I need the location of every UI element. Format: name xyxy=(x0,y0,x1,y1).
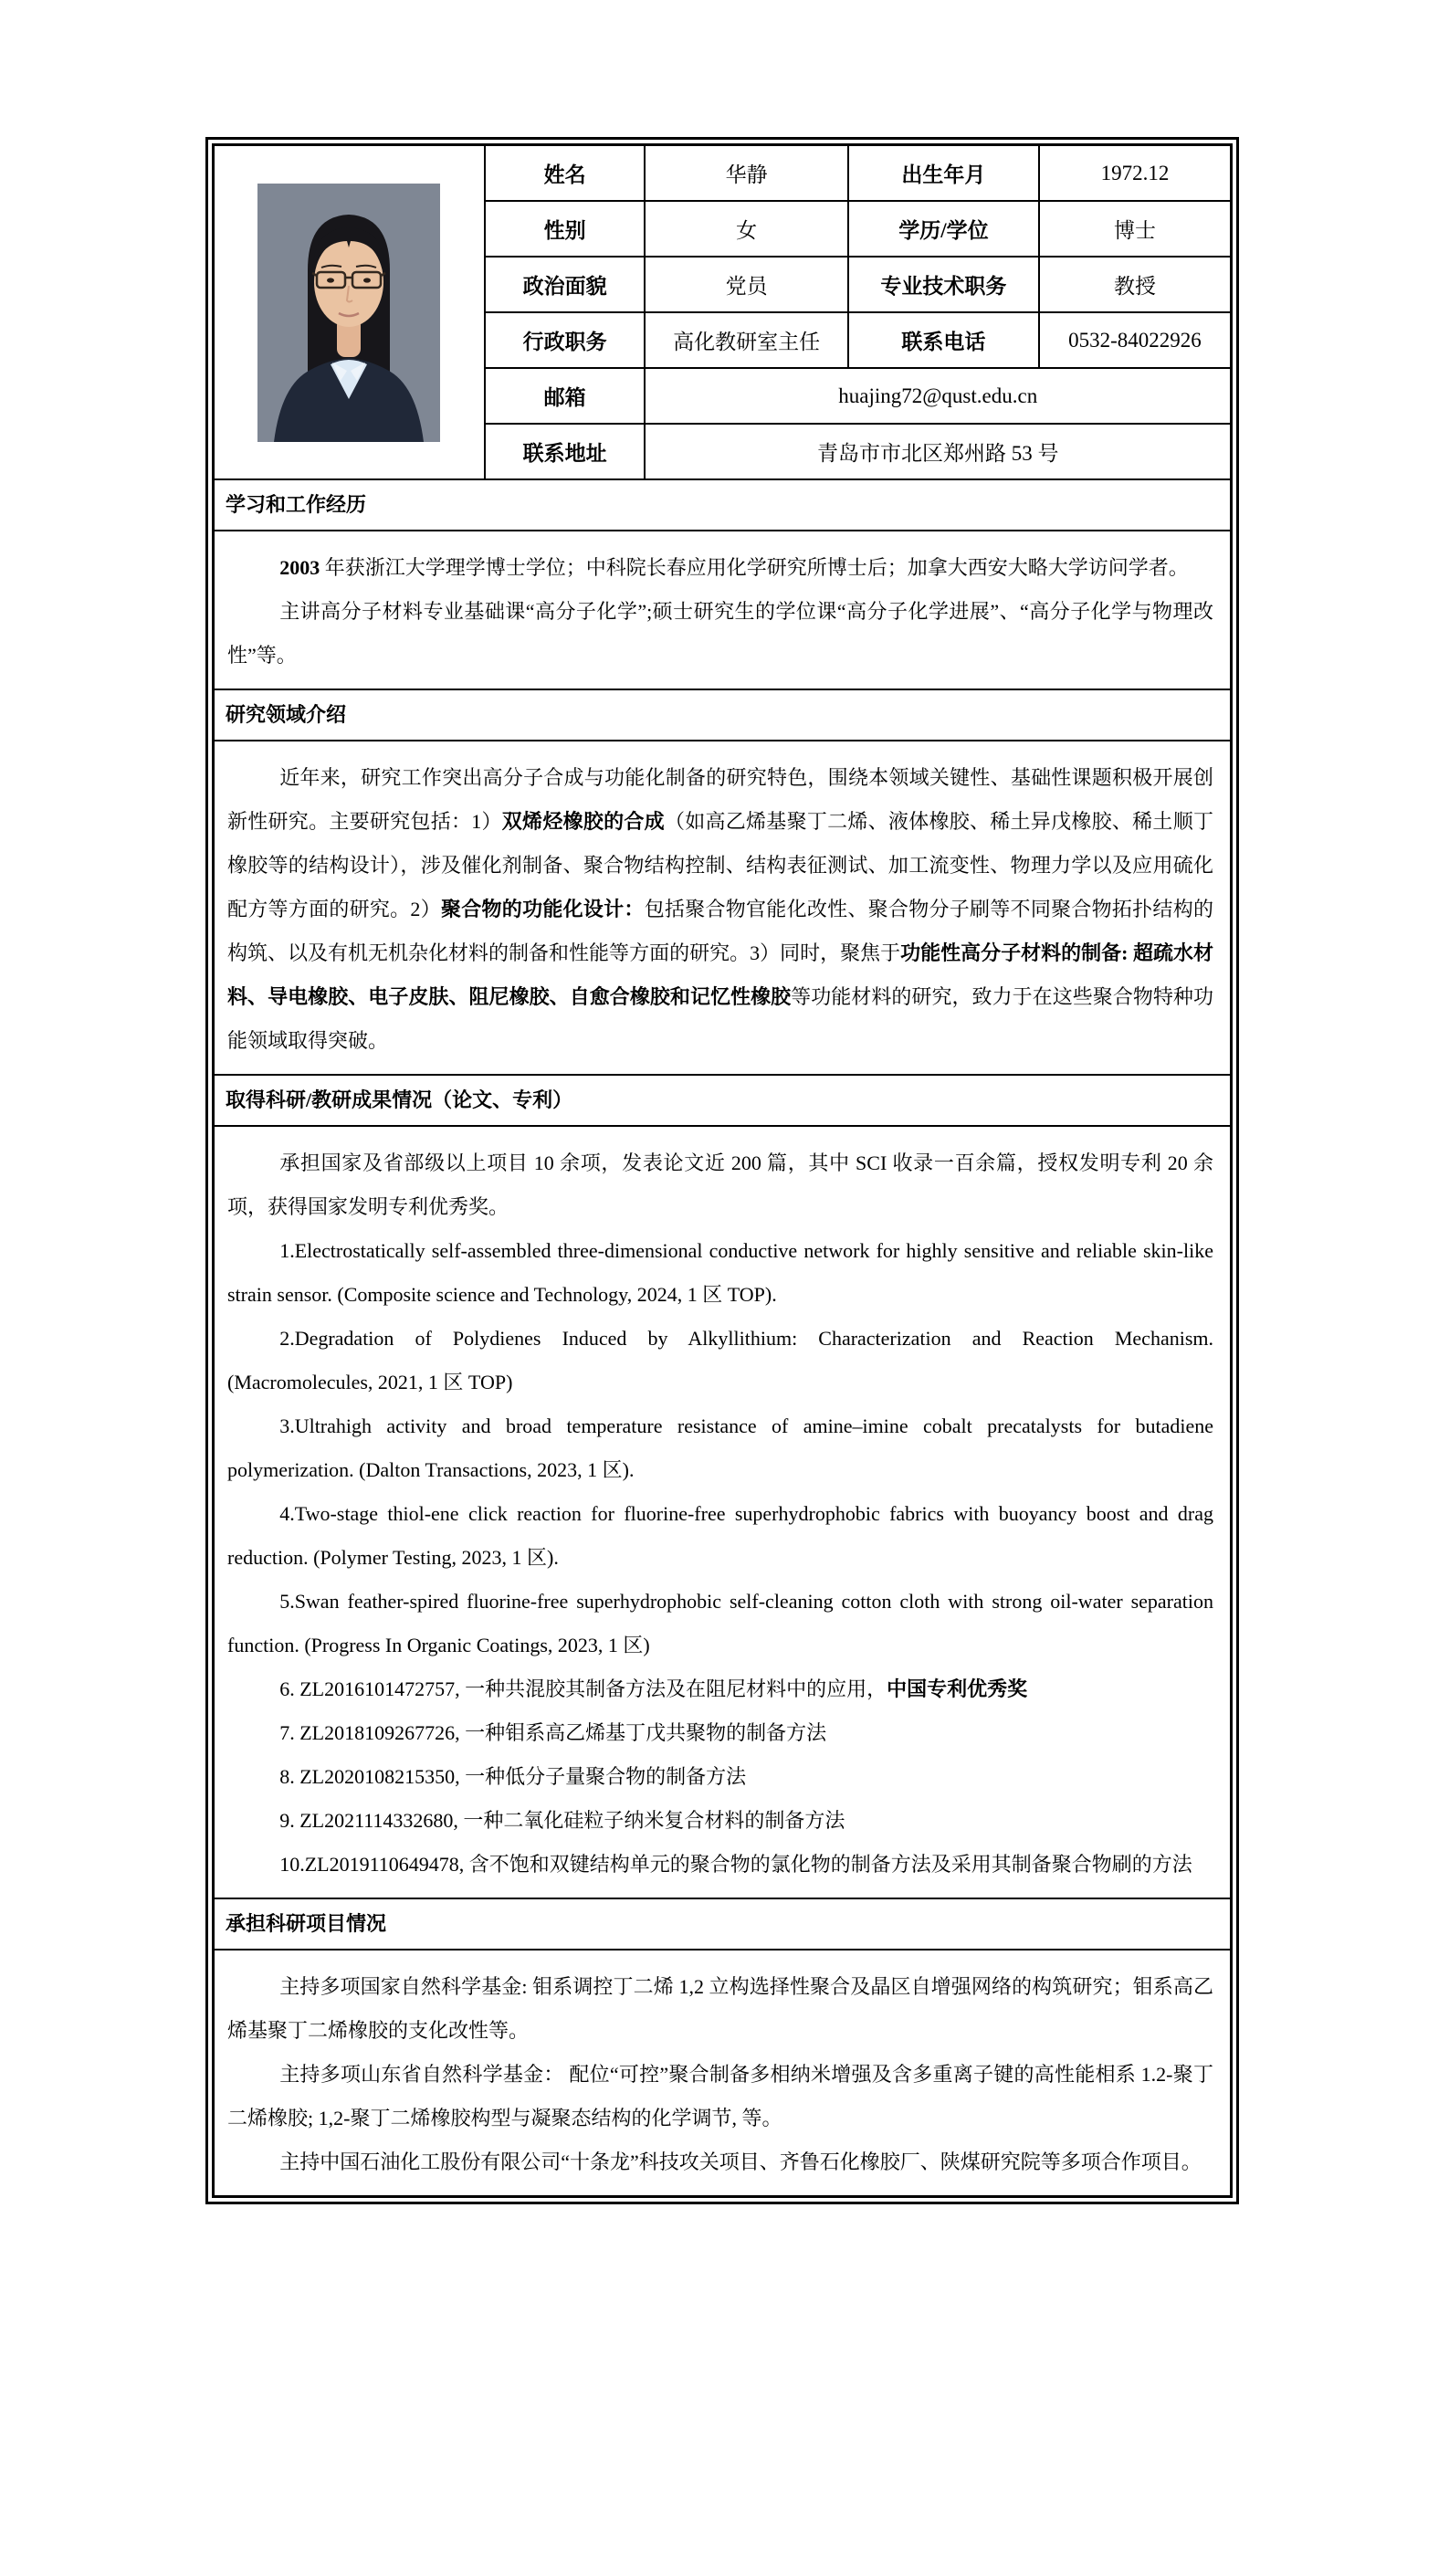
section-title-research-projects: 承担科研项目情况 xyxy=(215,1898,1230,1950)
email-value: huajing72@qust.edu.cn xyxy=(645,368,1230,424)
paragraph xyxy=(227,1580,1213,1667)
text-segment: 主讲高分子材料专业基础课“高分子化学”;硕士研究生的学位课“高分子化学进展”、“高分子化学与物理改性”等。 xyxy=(227,600,1213,667)
paragraph xyxy=(227,2140,1213,2184)
address-label: 联系地址 xyxy=(485,424,646,478)
paragraph xyxy=(227,546,1213,590)
paragraph xyxy=(227,1843,1213,1887)
text-segment: 5.Swan feather-spired fluorine-free superhydrophobic self-cleaning cotton cloth with strong oil-water separation function. (Progress In Organic Coatings, 2023, 1 区) xyxy=(227,1590,1213,1656)
paragraph xyxy=(227,1667,1213,1711)
text-segment: 近年来，研究工作突出高分子合成与功能化制备的研究特色，围绕本领域关键性、基础性课题积极开展创新性研究。主要研究包括：1） xyxy=(227,766,1213,833)
section-content-education-experience xyxy=(215,531,1230,689)
address-value: 青岛市市北区郑州路 53 号 xyxy=(645,424,1230,478)
paragraph xyxy=(227,1711,1213,1755)
paragraph xyxy=(227,1317,1213,1404)
text-segment: （如高乙烯基聚丁二烯、液体橡胶、稀土异戊橡胶、稀土顺丁橡胶等的结构设计），涉及催化剂制备、聚合物结构控制、结构表征测试、加工流变性、物理力学以及应用硫化配方等方面的研究。2） xyxy=(227,810,1213,920)
text-segment: 10.ZL2019110649478, 含不饱和双键结构单元的聚合物的氯化物的制备方法及采用其制备聚合物刷的方法 xyxy=(279,1853,1192,1876)
text-segment: 9. ZL2021114332680, 一种二氧化硅粒子纳米复合材料的制备方法 xyxy=(279,1809,845,1832)
profile-info-table xyxy=(215,146,1230,478)
text-segment: 8. ZL2020108215350, 一种低分子量聚合物的制备方法 xyxy=(279,1765,747,1788)
admin-post-value: 高化教研室主任 xyxy=(645,312,847,368)
professional-title-label: 专业技术职务 xyxy=(848,257,1039,312)
section-title-education-experience: 学习和工作经历 xyxy=(215,478,1230,531)
bold-text-segment: 功能性高分子材料的制备: 超疏水材料、导电橡胶、电子皮肤、阻尼橡胶、自愈合橡胶和记忆性橡胶 xyxy=(227,941,1214,1008)
text-segment: 1.Electrostatically self-assembled three-dimensional conductive network for highly sensitive and reliable skin-like strain sensor. (Composite science and Technology, 2024, 1 区 TOP). xyxy=(227,1239,1213,1306)
eye-right xyxy=(363,278,371,282)
paragraph xyxy=(227,2053,1213,2140)
degree-value: 博士 xyxy=(1039,201,1230,257)
paragraph xyxy=(227,1492,1213,1580)
admin-post-label: 行政职务 xyxy=(485,312,646,368)
bold-text-segment: 聚合物的功能化设计： xyxy=(440,898,645,920)
phone-value: 0532-84022926 xyxy=(1039,312,1230,368)
text-segment: 7. ZL2018109267726, 一种钼系高乙烯基丁戊共聚物的制备方法 xyxy=(279,1721,827,1744)
bold-text-segment: 双烯烃橡胶的合成 xyxy=(501,810,665,833)
paragraph xyxy=(227,1755,1213,1799)
name-label: 姓名 xyxy=(485,146,646,201)
text-segment: 2.Degradation of Polydienes Induced by Alkyllithium: Characterization and Reaction Mechanism. (Macromolecules, 2021, 1 区 TOP) xyxy=(227,1327,1213,1393)
section-title-research-fields: 研究领域介绍 xyxy=(215,689,1230,741)
text-segment: 6. ZL2016101472757, 一种共混胶其制备方法及在阻尼材料中的应用， xyxy=(279,1677,887,1700)
text-segment: 等功能材料的研究，致力于在这些聚合物特种功能领域取得突破。 xyxy=(227,985,1213,1052)
paragraph xyxy=(227,1141,1213,1229)
political-status-value: 党员 xyxy=(645,257,847,312)
text-segment: 4.Two-stage thiol-ene click reaction for fluorine-free superhydrophobic fabrics with buoyancy boost and drag reduction. (Polymer Testing, 2023, 1 区). xyxy=(227,1502,1213,1569)
paragraph xyxy=(227,756,1213,1063)
political-status-label: 政治面貌 xyxy=(485,257,646,312)
name-value: 华静 xyxy=(645,146,847,201)
paragraph xyxy=(227,1229,1213,1317)
gender-label: 性别 xyxy=(485,201,646,257)
birth-date-label: 出生年月 xyxy=(848,146,1039,201)
text-segment: 包括聚合物官能化改性、聚合物分子刷等不同聚合物拓扑结构的构筑、以及有机无机杂化材料的制备和性能等方面的研究。3）同时，聚焦于 xyxy=(227,898,1213,964)
text-segment: 主持多项山东省自然科学基金： 配位“可控”聚合制备多相纳米增强及含多重离子键的高性能相系 1.2-聚丁二烯橡胶; 1,2-聚丁二烯橡胶构型与凝聚态结构的化学调节, 等。 xyxy=(227,2063,1213,2129)
bold-text-segment: 2003 xyxy=(279,556,325,579)
section-content-research-fields xyxy=(215,741,1230,1074)
section-content-achievements xyxy=(215,1127,1230,1898)
text-segment: 3.Ultrahigh activity and broad temperature resistance of amine–imine cobalt precatalysts for butadiene polymerization. (Dalton Transactions, 2023, 1 区). xyxy=(227,1414,1213,1481)
section-content-research-projects xyxy=(215,1950,1230,2195)
professional-title-value: 教授 xyxy=(1039,257,1230,312)
gender-value: 女 xyxy=(645,201,847,257)
face xyxy=(314,237,383,327)
text-segment: 年获浙江大学理学博士学位；中科院长春应用化学研究所博士后；加拿大西安大略大学访问学者。 xyxy=(324,556,1189,579)
resume-table xyxy=(205,137,1239,2204)
degree-label: 学历/学位 xyxy=(848,201,1039,257)
paragraph xyxy=(227,1404,1213,1492)
paragraph xyxy=(227,1799,1213,1843)
phone-label: 联系电话 xyxy=(848,312,1039,368)
bold-text-segment: 中国专利优秀奖 xyxy=(887,1677,1028,1700)
paragraph xyxy=(227,590,1213,678)
text-segment: 主持中国石油化工股份有限公司“十条龙”科技攻关项目、齐鲁石化橡胶厂、陕煤研究院等多项合作项目。 xyxy=(279,2150,1202,2173)
eye-left xyxy=(327,278,334,282)
profile-photo xyxy=(257,184,440,442)
profile-photo-cell xyxy=(215,146,485,478)
table-row xyxy=(215,146,1230,201)
text-segment: 主持多项国家自然科学基金: 钼系调控丁二烯 1,2 立构选择性聚合及晶区自增强网络的构筑研究；钼系高乙烯基聚丁二烯橡胶的支化改性等。 xyxy=(227,1975,1213,2042)
birth-date-value: 1972.12 xyxy=(1039,146,1230,201)
paragraph xyxy=(227,1965,1213,2053)
email-label: 邮箱 xyxy=(485,368,646,424)
section-title-achievements: 取得科研/教研成果情况（论文、专利） xyxy=(215,1074,1230,1127)
text-segment: 承担国家及省部级以上项目 10 余项，发表论文近 200 篇，其中 SCI 收录一百余篇，授权发明专利 20 余项，获得国家发明专利优秀奖。 xyxy=(227,1151,1213,1218)
